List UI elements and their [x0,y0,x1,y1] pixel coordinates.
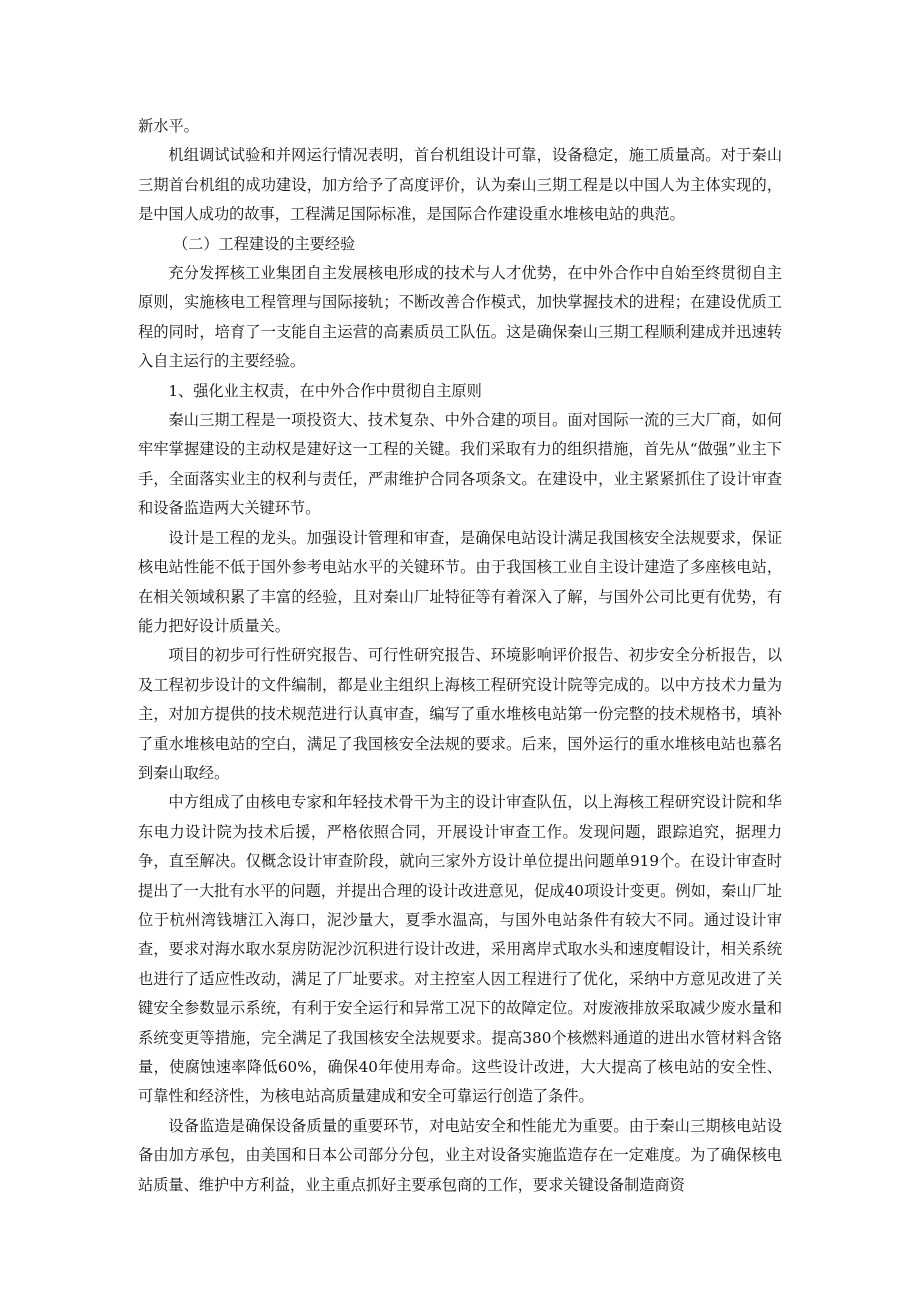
paragraph-experience-summary: 充分发挥核工业集团自主发展核电形成的技术与人才优势，在中外合作中自始至终贯彻自主原则，实施核电工程管理与国际接轨；不断改善合作模式，加快掌握技术的进程；在建设优质工程的同时，培育了一支能自主运营的高素质员工队伍。这是确保秦山三期工程顺利建成并迅速转入自主运行的主要经验。 [138,264,782,371]
section-heading-main-experience: （二）工程建设的主要经验 [172,234,356,253]
subheading-owner-responsibility: 1、强化业主权责，在中外合作中贯彻自主原则 [168,381,482,400]
paragraph-project-overview: 秦山三期工程是一项投资大、技术复杂、中外合建的项目。面对国际一流的三大厂商，如何牢牢掌握建设的主动权是建好这一工程的关键。我们采取有力的组织措施，首先从“做强”业主下手，全面落实业主的权利与责任，严肃维护合同各项条文。在建设中，业主紧紧抓住了设计审查和设备监造两大关键环节。 [138,411,782,518]
paragraph-design-review-team: 中方组成了由核电专家和年轻技术骨干为主的设计审查队伍，以上海核工程研究设计院和华东电力设计院为技术后援，严格依照合同，开展设计审查工作。发现问题，跟踪追究，据理力争，直至解决。仅概念设计审查阶段，就向三家外方设计单位提出问题单919个。在设计审查时提出了一大批有水平的问题，并提出合理的设计改进意见，促成40项设计变更。例如，秦山厂址位于杭州湾钱塘江入海口，泥沙量大，夏季水温高，与国外电站条件有较大不同。通过设计审查，要求对海水取水泵房防泥沙沉积进行设计改进，采用离岸式取水头和速度帽设计，相关系统也进行了适应性改动，满足了厂址要求。对主控室人因工程进行了优化，采纳中方意见改进了关键安全参数显示系统，有利于安全运行和异常工况下的故障定位。对废液排放采取减少废水量和系统变更等措施，完全满足了我国核安全法规要求。提高380个核燃料通道的进出水管材料含铬量，使腐蚀速率降低60%，确保40年使用寿命。这些设计改进，大大提高了核电站的安全性、可靠性和经济性，为核电站高质量建成和安全可靠运行创造了条件。 [138,793,782,1106]
paragraph-feasibility-reports: 项目的初步可行性研究报告、可行性研究报告、环境影响评价报告、初步安全分析报告，以及工程初步设计的文件编制，都是业主组织上海核工程研究设计院等完成的。以中方技术力量为主，对加方提供的技术规范进行认真审查，编写了重水堆核电站第一份完整的技术规格书，填补了重水堆核电站的空白，满足了我国核安全法规的要求。后来，国外运行的重水堆核电站也慕名到秦山取经。 [138,646,782,782]
paragraph-continuation: 新水平。 [138,117,199,135]
paragraph-design-leadership: 设计是工程的龙头。加强设计管理和审查，是确保电站设计满足我国核安全法规要求，保证核电站性能不低于国外参考电站水平的关键环节。由于我国核工业自主设计建造了多座核电站，在相关领域积累了丰富的经验，且对秦山厂址特征等有着深入了解，与国外公司比更有优势，有能力把好设计质量关。 [138,528,782,635]
paragraph-equipment-supervision: 设备监造是确保设备质量的重要环节，对电站安全和性能尤为重要。由于秦山三期核电站设备由加方承包，由美国和日本公司部分分包，业主对设备实施监造存在一定难度。为了确保核电站质量、维护中方利益，业主重点抓好主要承包商的工作，要求关键设备制造商资 [138,1116,782,1194]
document-page [138,112,782,1200]
paragraph-commissioning-results: 机组调试试验和并网运行情况表明，首台机组设计可靠，设备稳定，施工质量高。对于秦山三期首台机组的成功建设，加方给予了高度评价，认为秦山三期工程是以中国人为主体实现的，是中国人成功的故事，工程满足国际标准，是国际合作建设重水堆核电站的典范。 [138,146,782,224]
